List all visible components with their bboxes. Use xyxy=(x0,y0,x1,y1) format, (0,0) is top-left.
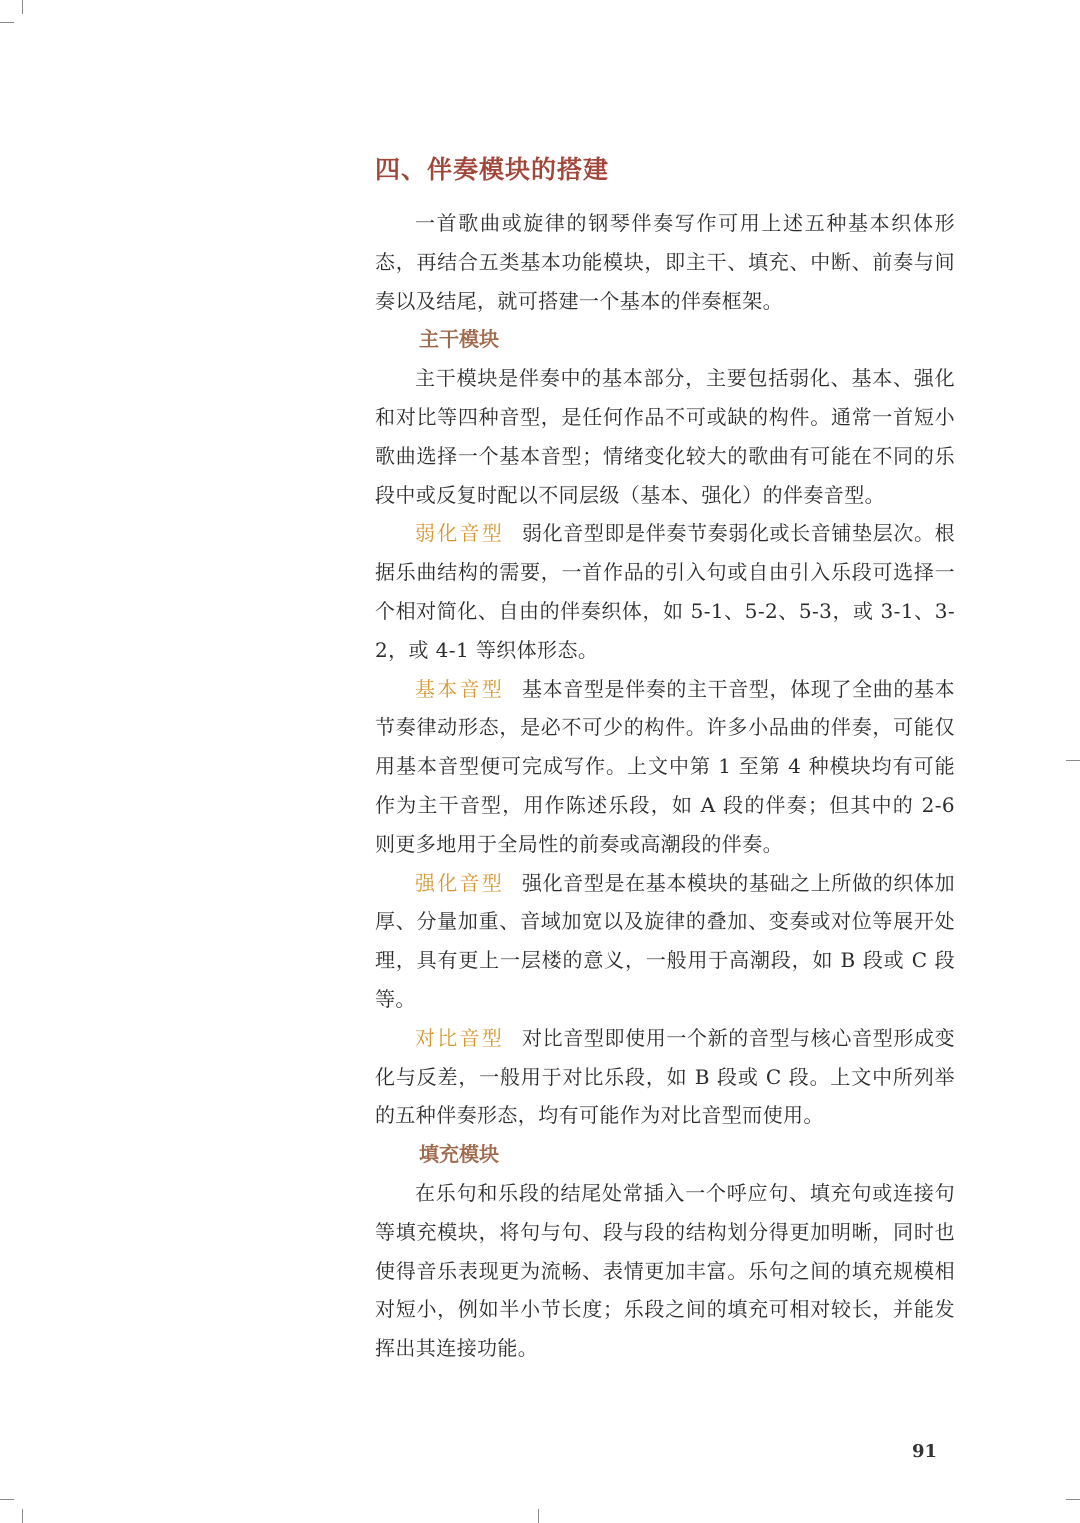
crop-mark-bottom-right-h xyxy=(1066,1499,1080,1500)
weak-pattern-paragraph xyxy=(375,514,955,669)
page-content xyxy=(375,150,955,1368)
crop-mark-top-left xyxy=(22,0,23,14)
basic-pattern-text: 基本音型是伴奏的主干音型，体现了全曲的基本节奏律动形态，是必不可少的构件。许多小品曲的伴奏，可能仅用基本音型便可完成写作。上文中第 1 至第 4 种模块均有可能作为主干音型，用作陈述乐段，如 A 段的伴奏；但其中的 2-6 则更多地用于全局性的前奏或高潮段的伴奏。 xyxy=(375,676,955,856)
fill-module-heading: 填充模块 xyxy=(419,1142,499,1167)
intro-paragraph: 一首歌曲或旋律的钢琴伴奏写作可用上述五种基本织体形态，再结合五类基本功能模块，即主干、填充、中断、前奏与间奏以及结尾，就可搭建一个基本的伴奏框架。 xyxy=(375,211,955,313)
strong-pattern-text: 强化音型是在基本模块的基础之上所做的织体加厚、分量加重、音域加宽以及旋律的叠加、变奏或对位等展开处理，具有更上一层楼的意义，一般用于高潮段，如 B 段或 C 段等。 xyxy=(375,870,955,1011)
contrast-pattern-term: 对比音型 xyxy=(415,1025,504,1050)
crop-mark-bottom-middle xyxy=(538,1509,539,1523)
basic-pattern-term: 基本音型 xyxy=(415,676,504,701)
crop-mark-bottom-left-h xyxy=(0,1499,14,1500)
main-module-paragraph: 主干模块是伴奏中的基本部分，主要包括弱化、基本、强化和对比等四种音型，是任何作品不可或缺的构件。通常一首短小歌曲选择一个基本音型；情绪变化较大的歌曲有可能在不同的乐段中或反复时配以不同层级（基本、强化）的伴奏音型。 xyxy=(375,366,955,507)
crop-mark-right-middle xyxy=(1066,760,1080,761)
crop-mark-bottom-left-v xyxy=(22,1509,23,1523)
section-title: 四、伴奏模块的搭建 xyxy=(375,155,610,184)
contrast-pattern-text: 对比音型即使用一个新的音型与核心音型形成变化与反差，一般用于对比乐段，如 B 段或 C 段。上文中所列举的五种伴奏形态，均有可能作为对比音型而使用。 xyxy=(375,1025,955,1128)
strong-pattern-paragraph xyxy=(375,864,955,1019)
crop-mark-left-top xyxy=(0,22,14,23)
page-number: 91 xyxy=(912,1441,938,1462)
basic-pattern-paragraph xyxy=(375,670,955,864)
fill-module-paragraph: 在乐句和乐段的结尾处常插入一个呼应句、填充句或连接句等填充模块，将句与句、段与段的结构划分得更加明晰，同时也使得音乐表现更为流畅、表情更加丰富。乐句之间的填充规模相对短小，例如半小节长度；乐段之间的填充可相对较长，并能发挥出其连接功能。 xyxy=(375,1180,955,1361)
main-module-heading: 主干模块 xyxy=(419,327,499,352)
contrast-pattern-paragraph xyxy=(375,1019,955,1135)
weak-pattern-text: 弱化音型即是伴奏节奏弱化或长音铺垫层次。根据乐曲结构的需要，一首作品的引入句或自由引入乐段可选择一个相对简化、自由的伴奏织体，如 5-1、5-2、5-3，或 3-1、3-2，或 4-1 等织体形态。 xyxy=(375,521,955,662)
strong-pattern-term: 强化音型 xyxy=(415,870,504,895)
weak-pattern-term: 弱化音型 xyxy=(415,521,504,546)
